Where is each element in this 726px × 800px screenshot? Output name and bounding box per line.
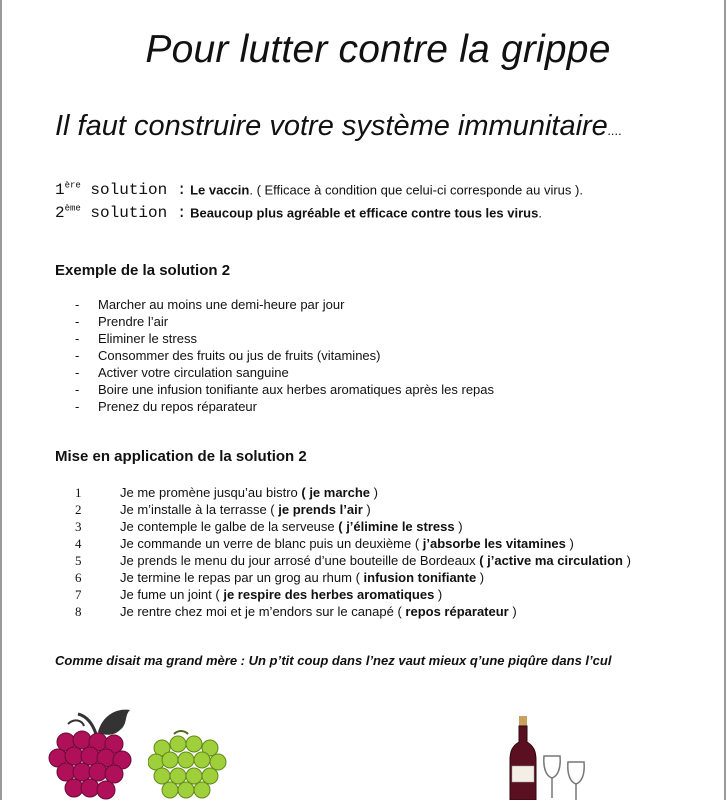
solution-1-bold: Le vaccin <box>190 182 250 198</box>
application-list <box>55 484 631 620</box>
list-item: - Activer votre circulation sanguine <box>75 365 289 380</box>
wine-glasses-icon <box>540 752 592 800</box>
solution-1 <box>55 181 583 199</box>
list-item: - Prendre l’air <box>75 314 169 329</box>
list-item: - Boire une infusion tonifiante aux herbes aromatiques après les repas <box>75 382 495 397</box>
list-item: 7 Je fume un joint ( je respire des herbes aromatiques ) <box>75 587 443 602</box>
list-item: 4 Je commande un verre de blanc puis un deuxième ( j’absorbe les vitamines ) <box>75 536 574 551</box>
red-grapes-icon <box>48 702 138 800</box>
page-border-left <box>0 0 2 800</box>
list-item: 6 Je termine le repas par un grog au rhum ( infusion tonifiante ) <box>75 570 485 585</box>
subtitle-text: Il faut construire votre système immunitaire <box>55 110 608 142</box>
list-item: - Marcher au moins une demi-heure par jour <box>75 297 345 312</box>
list-item: 2 Je m’installe à la terrasse ( je prends l’air ) <box>75 502 371 517</box>
subtitle-ellipsis: .... <box>607 123 623 138</box>
solution-2-number: 2ème solution : <box>55 204 187 223</box>
list-item: - Eliminer le stress <box>75 331 197 346</box>
application-heading: Mise en application de la solution 2 <box>55 448 307 465</box>
list-item: 3 Je contemple le galbe de la serveuse ( j’élimine le stress ) <box>75 519 463 534</box>
page-title: Pour lutter contre la grippe <box>145 28 611 71</box>
list-item: 1 Je me promène jusqu’au bistro ( je marche ) <box>75 485 378 500</box>
closing-quote: Comme disait ma grand mère : Un p’tit coup dans l’nez vaut mieux q’une piqûre dans l’cul <box>55 653 612 668</box>
example-list <box>55 296 494 415</box>
list-item: - Consommer des fruits ou jus de fruits (vitamines) <box>75 348 381 363</box>
solution-2-rest: . <box>538 205 542 221</box>
list-item: - Prenez du repos réparateur <box>75 399 257 414</box>
green-grapes-icon <box>148 728 228 800</box>
list-item: 5 Je prends le menu du jour arrosé d’une bouteille de Bordeaux ( j’active ma circulation ) <box>75 553 631 568</box>
solution-1-rest: . ( Efficace à condition que celui-ci corresponde au virus ). <box>249 182 583 198</box>
solution-1-number: 1ère solution : <box>55 181 187 200</box>
page-subtitle <box>55 110 622 143</box>
solution-2-bold: Beaucoup plus agréable et efficace contre tous les virus <box>190 205 539 221</box>
example-heading: Exemple de la solution 2 <box>55 262 231 279</box>
solution-2 <box>55 204 542 222</box>
wine-bottle-icon <box>508 714 538 800</box>
list-item: 8 Je rentre chez moi et je m’endors sur le canapé ( repos réparateur ) <box>75 604 517 619</box>
